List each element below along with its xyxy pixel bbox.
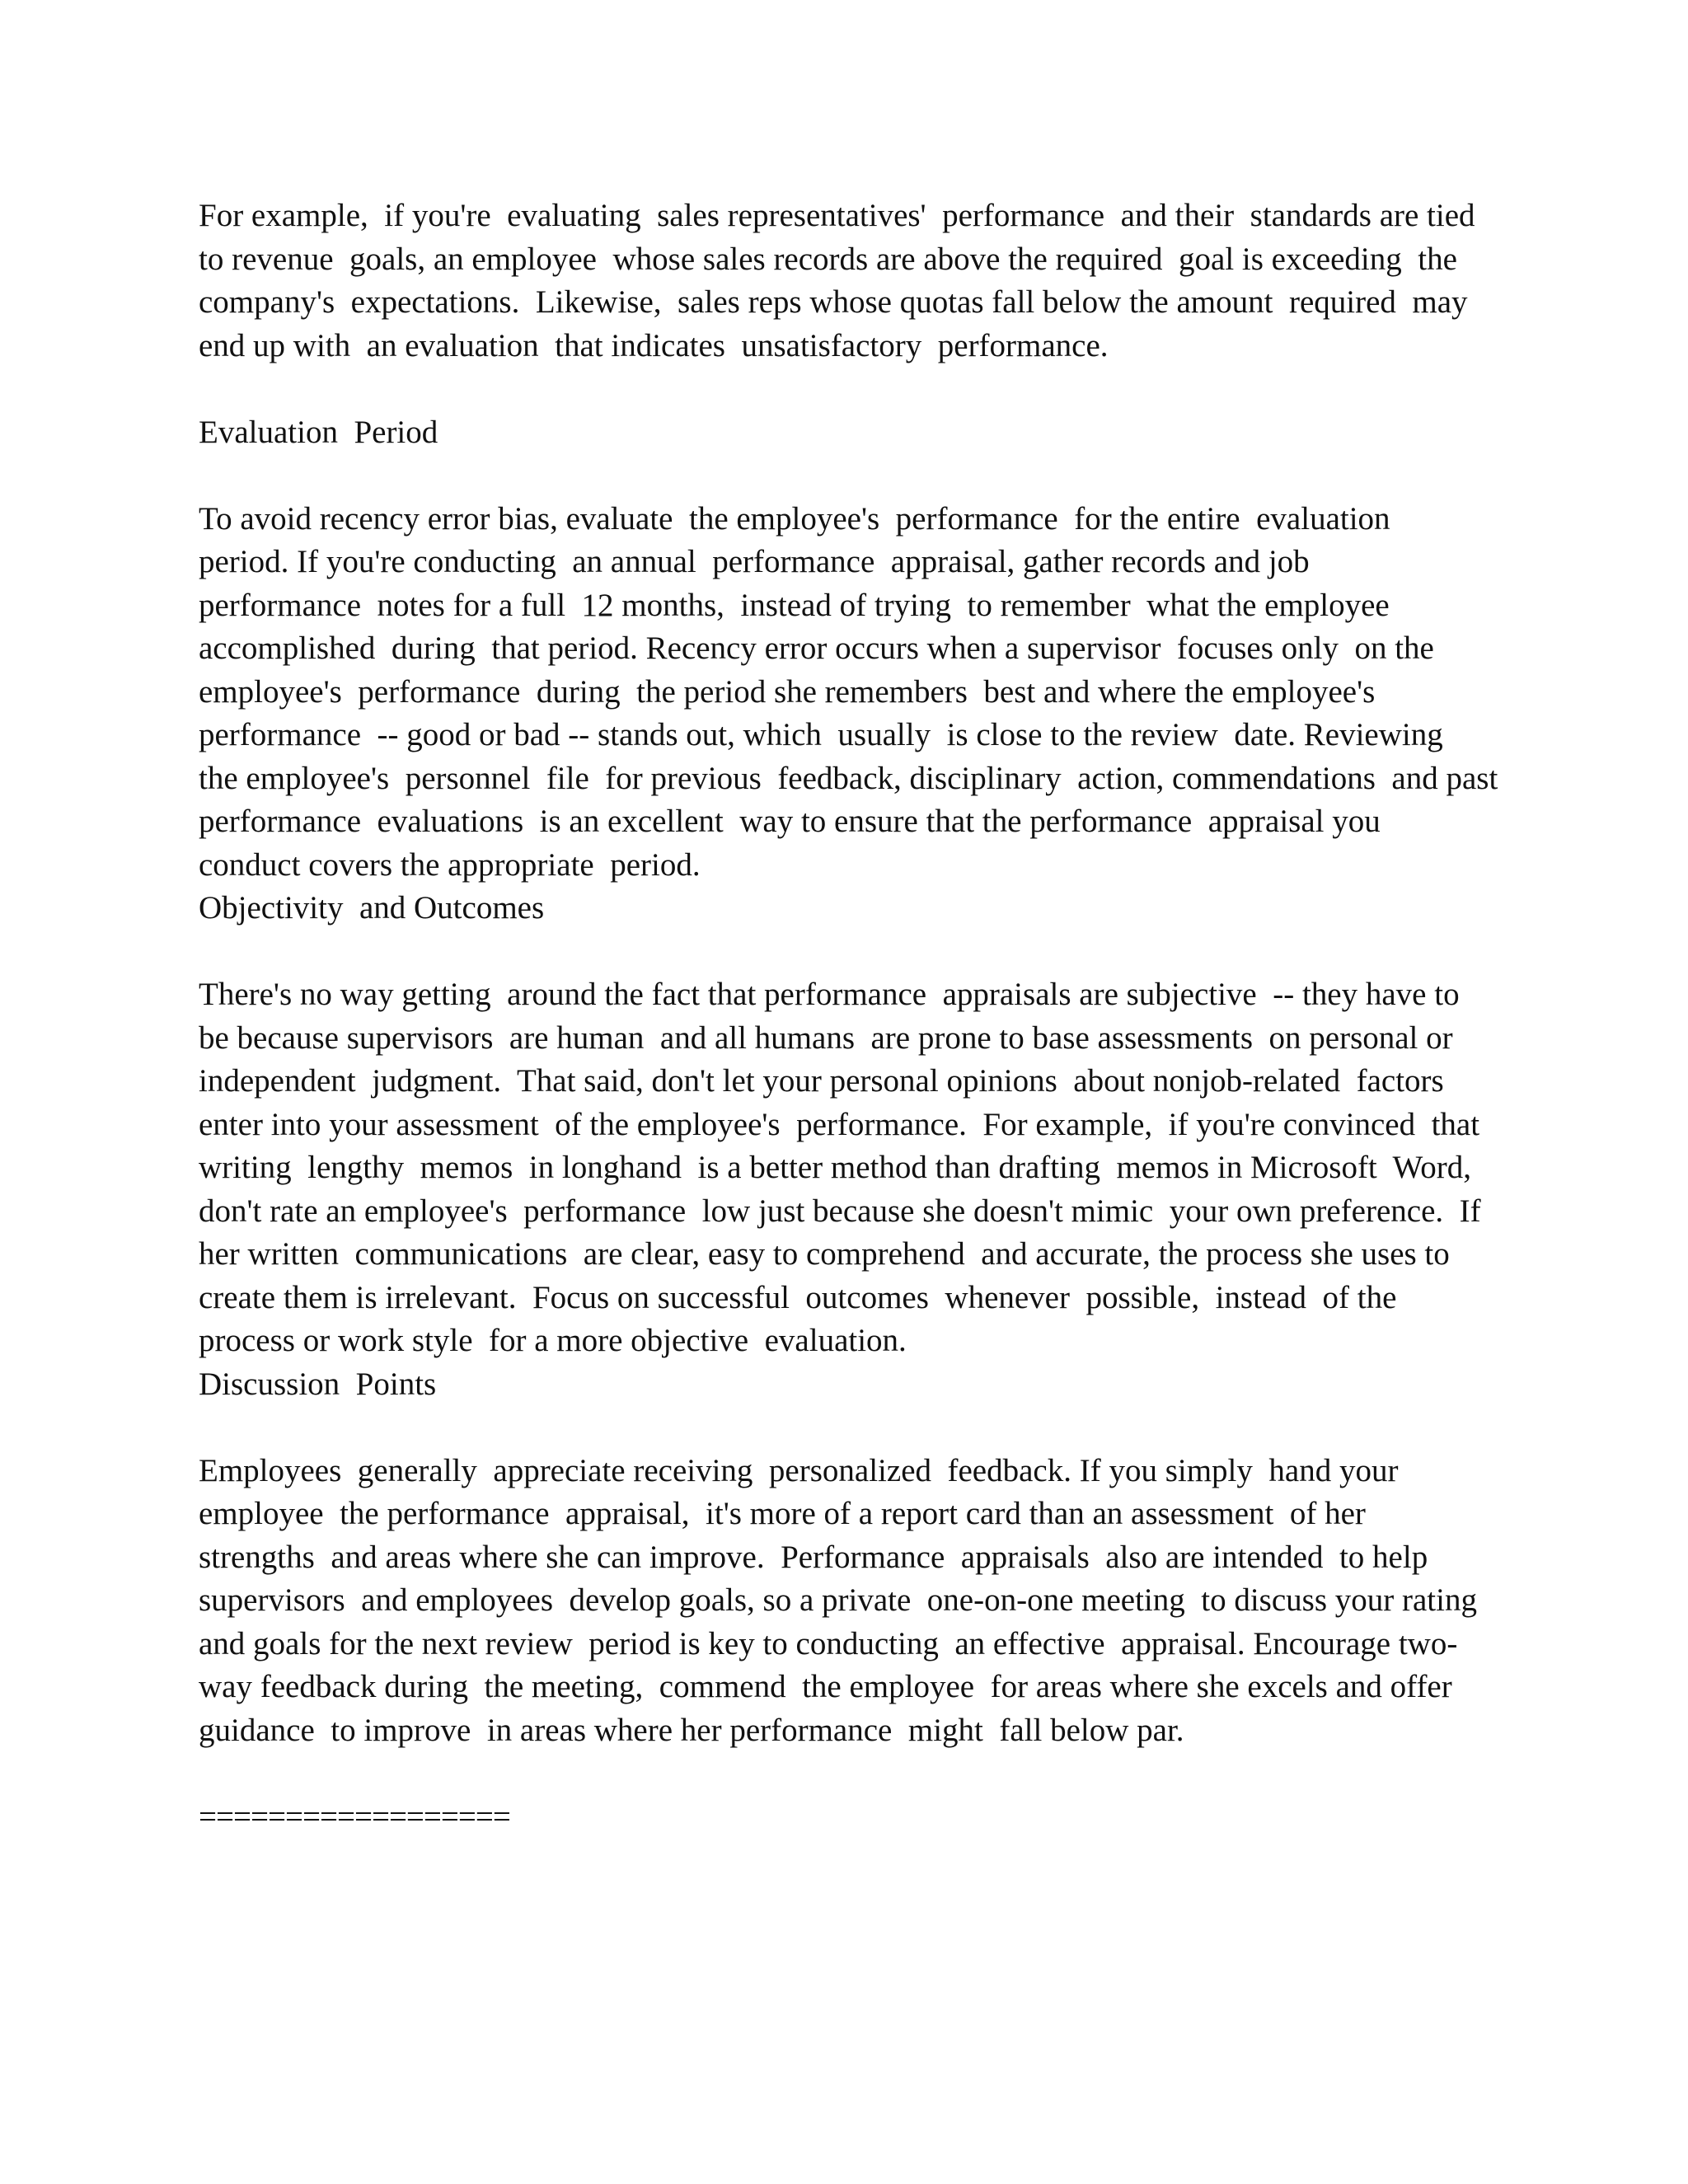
paragraph-line: Employees generally appreciate receiving personalized feedback. If you simply hand your [199, 1452, 1399, 1488]
paragraph-line: conduct covers the appropriate period. [199, 846, 701, 883]
section-divider: ================== [199, 1798, 510, 1835]
paragraph-line: independent judgment. That said, don't let your personal opinions about nonjob-related factors [199, 1063, 1444, 1099]
paragraph-line: to revenue goals, an employee whose sales records are above the required goal is exceeding the [199, 241, 1457, 277]
evaluation-period-paragraph [199, 498, 1498, 888]
paragraph-line: guidance to improve in areas where her performance might fall below par. [199, 1712, 1184, 1748]
discussion-points-paragraph [199, 1450, 1484, 1753]
paragraph-line: strengths and areas where she can improve. Performance appraisals also are intended to help [199, 1539, 1428, 1575]
section-heading-evaluation-period: Evaluation Period [199, 414, 438, 450]
paragraph-line: and goals for the next review period is key to conducting an effective appraisal. Encourage two- [199, 1625, 1458, 1661]
blank-line [199, 1752, 1484, 1796]
paragraph-line: end up with an evaluation that indicates unsatisfactory performance. [199, 327, 1109, 363]
intro-paragraph [199, 194, 1484, 368]
paragraph-line: her written communications are clear, easy to comprehend and accurate, the process she uses to [199, 1236, 1450, 1272]
paragraph-line: period. If you're conducting an annual performance appraisal, gather records and job [199, 544, 1310, 579]
paragraph-line: accomplished during that period. Recency error occurs when a supervisor focuses only on the [199, 630, 1434, 666]
paragraph-line: For example, if you're evaluating sales representatives' performance and their standards are tied [199, 198, 1475, 233]
section-heading-objectivity: Objectivity and Outcomes [199, 890, 545, 926]
paragraph-line: performance -- good or bad -- stands out, which usually is close to the review date. Reviewing [199, 717, 1443, 752]
paragraph-line: writing lengthy memos in longhand is a better method than drafting memos in Microsoft Word, [199, 1150, 1471, 1185]
paragraph-line: company's expectations. Likewise, sales reps whose quotas fall below the amount required may [199, 284, 1468, 320]
paragraph-line: supervisors and employees develop goals, so a private one-on-one meeting to discuss your rating [199, 1582, 1477, 1618]
paragraph-line: There's no way getting around the fact that performance appraisals are subjective -- they have to [199, 977, 1460, 1012]
paragraph-line: performance notes for a full 12 months, instead of trying to remember what the employee [199, 587, 1390, 623]
section-heading-discussion-points: Discussion Points [199, 1366, 437, 1402]
blank-line [199, 930, 1484, 974]
blank-line [199, 368, 1484, 411]
objectivity-paragraph [199, 973, 1484, 1363]
paragraph-line: don't rate an employee's performance low just because she doesn't mimic your own preference. If [199, 1193, 1481, 1229]
paragraph-line: To avoid recency error bias, evaluate the employee's performance for the entire evaluation [199, 500, 1390, 537]
blank-line [199, 454, 1484, 498]
paragraph-line: performance evaluations is an excellent way to ensure that the performance appraisal you [199, 804, 1381, 839]
paragraph-line: employee the performance appraisal, it's more of a report card than an assessment of her [199, 1496, 1366, 1531]
paragraph-line: be because supervisors are human and all humans are prone to base assessments on personal or [199, 1019, 1453, 1056]
blank-line [199, 1406, 1484, 1450]
paragraph-line: employee's performance during the period she remembers best and where the employee's [199, 673, 1376, 710]
paragraph-line: enter into your assessment of the employee's performance. For example, if you're convinced that [199, 1106, 1480, 1142]
paragraph-line: process or work style for a more objective evaluation. [199, 1323, 907, 1358]
paragraph-line: way feedback during the meeting, commend the employee for areas where she excels and offer [199, 1669, 1452, 1704]
paragraph-line: create them is irrelevant. Focus on successful outcomes whenever possible, instead of the [199, 1279, 1397, 1315]
document-body [199, 194, 1498, 1839]
paragraph-line: the employee's personnel file for previous feedback, disciplinary action, commendations and past [199, 760, 1498, 796]
